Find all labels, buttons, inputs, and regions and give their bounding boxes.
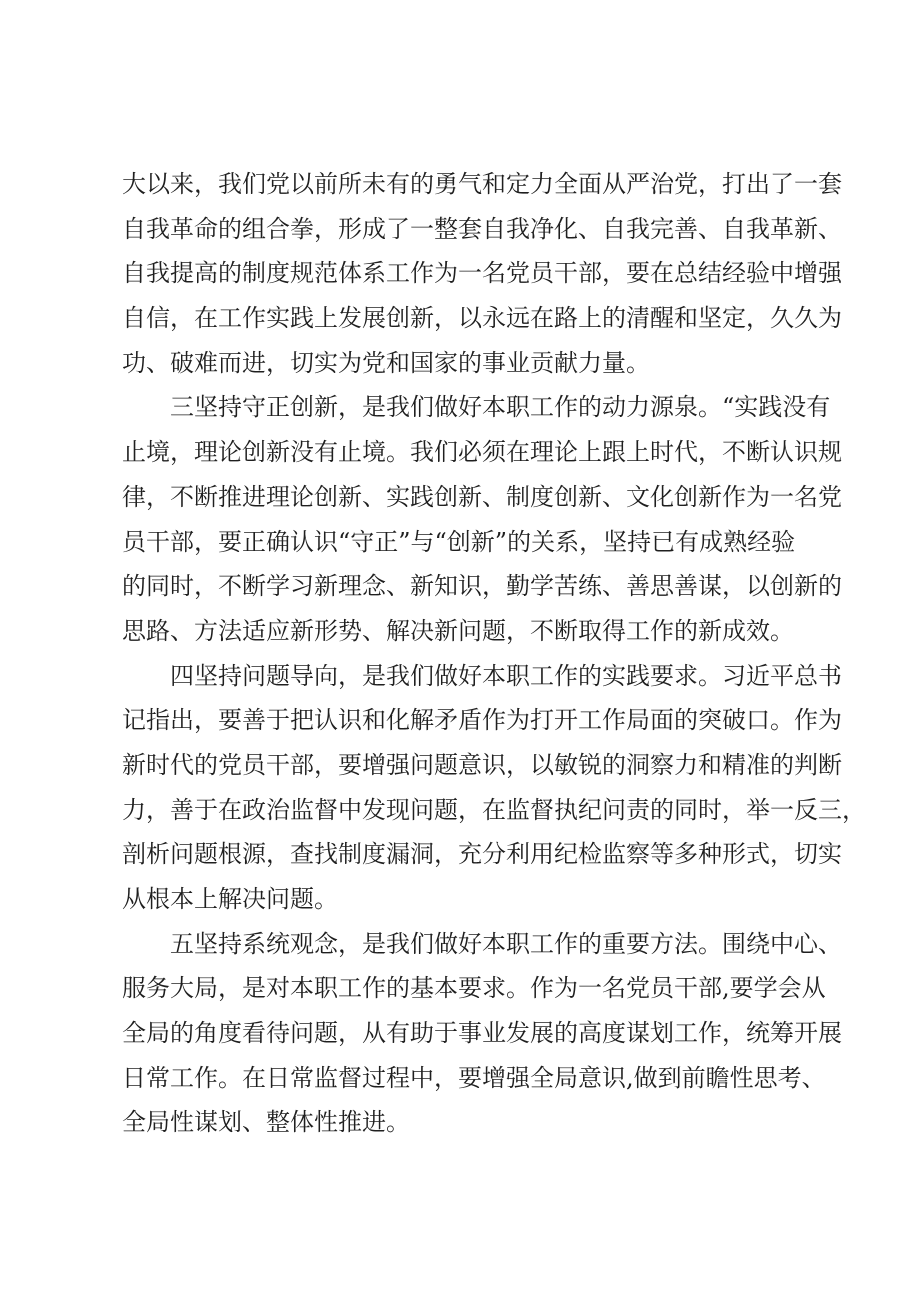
text-line: 从根本上解决问题。 [122,885,338,913]
text-line: 员干部，要正确认识“守正”与“创新”的关系，坚持已有成熟经验 [122,527,796,556]
text-line: 服务大局，是对本职工作的基本要求。作为一名党员干部,要学会从 [122,974,826,1003]
text-line: 日常工作。在日常监督过程中，要增强全局意识,做到前瞻性思考、 [122,1063,826,1092]
text-line: 三坚持守正创新，是我们做好本职工作的动力源泉。“实践没有 [170,393,831,422]
text-line: 剖析问题根源，查找制度漏洞，充分利用纪检监察等多种形式，切实 [122,840,842,869]
paragraph-continuation [122,162,842,385]
text-line: 力，善于在政治监督中发现问题，在监督执纪问责的同时，举一反三， [122,795,866,824]
text-line: 自我革命的组合拳，形成了一整套自我净化、自我完善、自我革新、 [122,214,842,243]
text-line: 功、破难而进，切实为党和国家的事业贡献力量。 [122,348,650,377]
text-line: 四坚持问题导向，是我们做好本职工作的实践要求。习近平总书 [170,661,842,690]
text-line: 止境，理论创新没有止境。我们必须在理论上跟上时代，不断认识规 [122,438,842,467]
text-line: 律，不断推进理论创新、实践创新、制度创新、文化创新作为一名党 [122,482,842,511]
text-line: 新时代的党员干部，要增强问题意识，以敏锐的洞察力和精准的判断 [122,750,842,779]
document-body [122,162,866,1145]
text-line: 大以来，我们党以前所未有的勇气和定力全面从严治党，打出了一套 [122,170,842,198]
text-line: 自我提高的制度规范体系工作为一名党员干部，要在总结经验中增强 [122,259,842,288]
text-line: 的同时，不断学习新理念、新知识，勤学苦练、善思善谋，以创新的 [122,572,842,601]
text-line: 五坚持系统观念，是我们做好本职工作的重要方法。围绕中心、 [170,929,842,958]
text-line: 全局性谋划、整体性推进。 [122,1108,410,1137]
text-line: 思路、方法适应新形势、解决新问题，不断取得工作的新成效。 [122,616,794,645]
paragraph-section-3 [122,385,842,653]
paragraph-section-4 [122,654,866,922]
text-line: 记指出，要善于把认识和化解矛盾作为打开工作局面的突破口。作为 [122,706,842,735]
text-line: 自信，在工作实践上发展创新，以永远在路上的清醒和坚定，久久为 [122,304,842,333]
paragraph-section-5 [122,922,842,1145]
text-line: 全局的角度看待问题，从有助于事业发展的高度谋划工作，统筹开展 [122,1019,842,1048]
